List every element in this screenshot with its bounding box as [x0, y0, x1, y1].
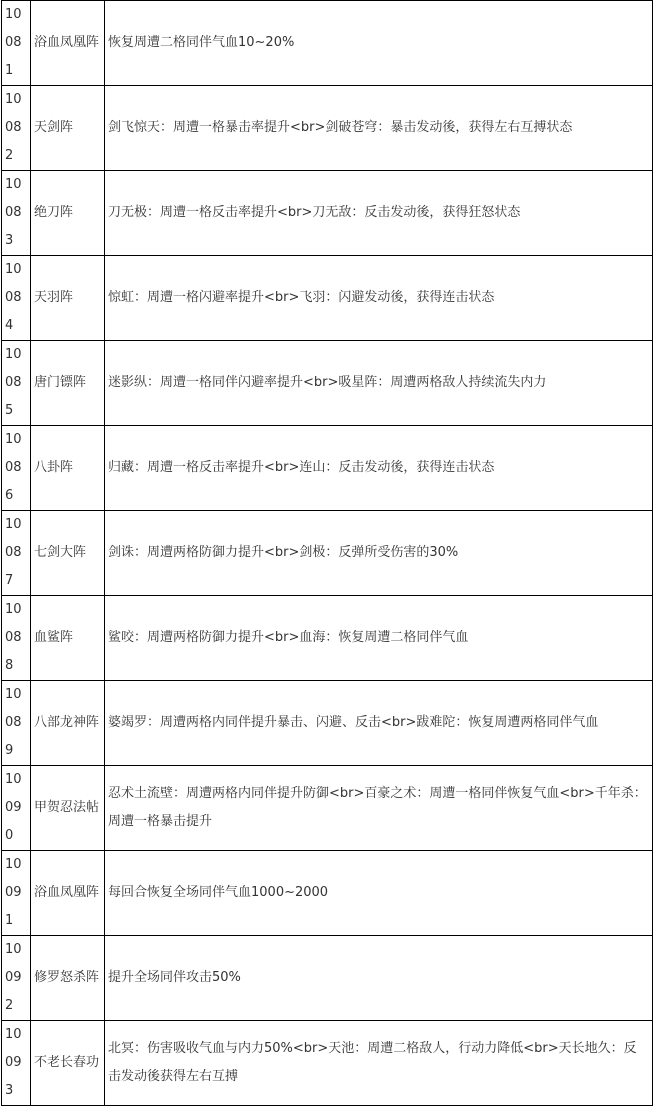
- table-row: [2, 1, 653, 86]
- table-row: [2, 426, 653, 511]
- table-row: [2, 851, 653, 936]
- formation-description: 提升全场同伴攻击50%: [105, 936, 653, 1021]
- formation-id: 10093: [2, 1021, 31, 1106]
- formation-id: 10087: [2, 511, 31, 596]
- formation-id: 10092: [2, 936, 31, 1021]
- table-row: [2, 596, 653, 681]
- table-row: [2, 511, 653, 596]
- formation-name: 浴血凤凰阵: [31, 1, 105, 86]
- formation-name: 不老长春功: [31, 1021, 105, 1106]
- formation-name: 八卦阵: [31, 426, 105, 511]
- formation-id: 10085: [2, 341, 31, 426]
- formation-id: 10090: [2, 766, 31, 851]
- formation-description: 剑飞惊天：周遭一格暴击率提升<br>剑破苍穹：暴击发动後，获得左右互搏状态: [105, 86, 653, 171]
- table-row: [2, 766, 653, 851]
- table-row: [2, 86, 653, 171]
- formation-id: 10084: [2, 256, 31, 341]
- formation-description: 婆竭罗：周遭两格内同伴提升暴击、闪避、反击<br>跋难陀：恢复周遭两格同伴气血: [105, 681, 653, 766]
- table-row: [2, 1021, 653, 1106]
- formation-description: 惊虹：周遭一格闪避率提升<br>飞羽：闪避发动後，获得连击状态: [105, 256, 653, 341]
- formation-id: 10089: [2, 681, 31, 766]
- formation-id: 10081: [2, 1, 31, 86]
- formation-name: 绝刀阵: [31, 171, 105, 256]
- table-row: [2, 171, 653, 256]
- formation-name: 甲贺忍法帖: [31, 766, 105, 851]
- table-row: [2, 681, 653, 766]
- formation-id: 10091: [2, 851, 31, 936]
- formation-name: 唐门镖阵: [31, 341, 105, 426]
- formation-description: 鲨咬：周遭两格防御力提升<br>血海：恢复周遭二格同伴气血: [105, 596, 653, 681]
- formation-name: 天剑阵: [31, 86, 105, 171]
- table-row: [2, 341, 653, 426]
- formation-name: 天羽阵: [31, 256, 105, 341]
- table-row: [2, 256, 653, 341]
- formation-description: 每回合恢复全场同伴气血1000~2000: [105, 851, 653, 936]
- formation-id: 10082: [2, 86, 31, 171]
- formation-name: 八部龙神阵: [31, 681, 105, 766]
- formation-name: 七剑大阵: [31, 511, 105, 596]
- formation-description: 归藏：周遭一格反击率提升<br>连山：反击发动後，获得连击状态: [105, 426, 653, 511]
- formation-table: [1, 0, 653, 1106]
- formation-name: 浴血凤凰阵: [31, 851, 105, 936]
- table-row: [2, 936, 653, 1021]
- formation-description: 忍术土流壁：周遭两格内同伴提升防御<br>百豪之术：周遭一格同伴恢复气血<br>千年杀：周遭一格暴击提升: [105, 766, 653, 851]
- formation-id: 10086: [2, 426, 31, 511]
- formation-description: 恢复周遭二格同伴气血10~20%: [105, 1, 653, 86]
- formation-description: 北冥：伤害吸收气血与内力50%<br>天池：周遭二格敌人，行动力降低<br>天长地久：反击发动後获得左右互搏: [105, 1021, 653, 1106]
- formation-description: 刀无极：周遭一格反击率提升<br>刀无敌：反击发动後，获得狂怒状态: [105, 171, 653, 256]
- formation-name: 血鲨阵: [31, 596, 105, 681]
- formation-name: 修罗怒杀阵: [31, 936, 105, 1021]
- formation-description: 剑诛：周遭两格防御力提升<br>剑极：反弹所受伤害的30%: [105, 511, 653, 596]
- formation-description: 迷影纵：周遭一格同伴闪避率提升<br>吸星阵：周遭两格敌人持续流失内力: [105, 341, 653, 426]
- formation-id: 10088: [2, 596, 31, 681]
- formation-id: 10083: [2, 171, 31, 256]
